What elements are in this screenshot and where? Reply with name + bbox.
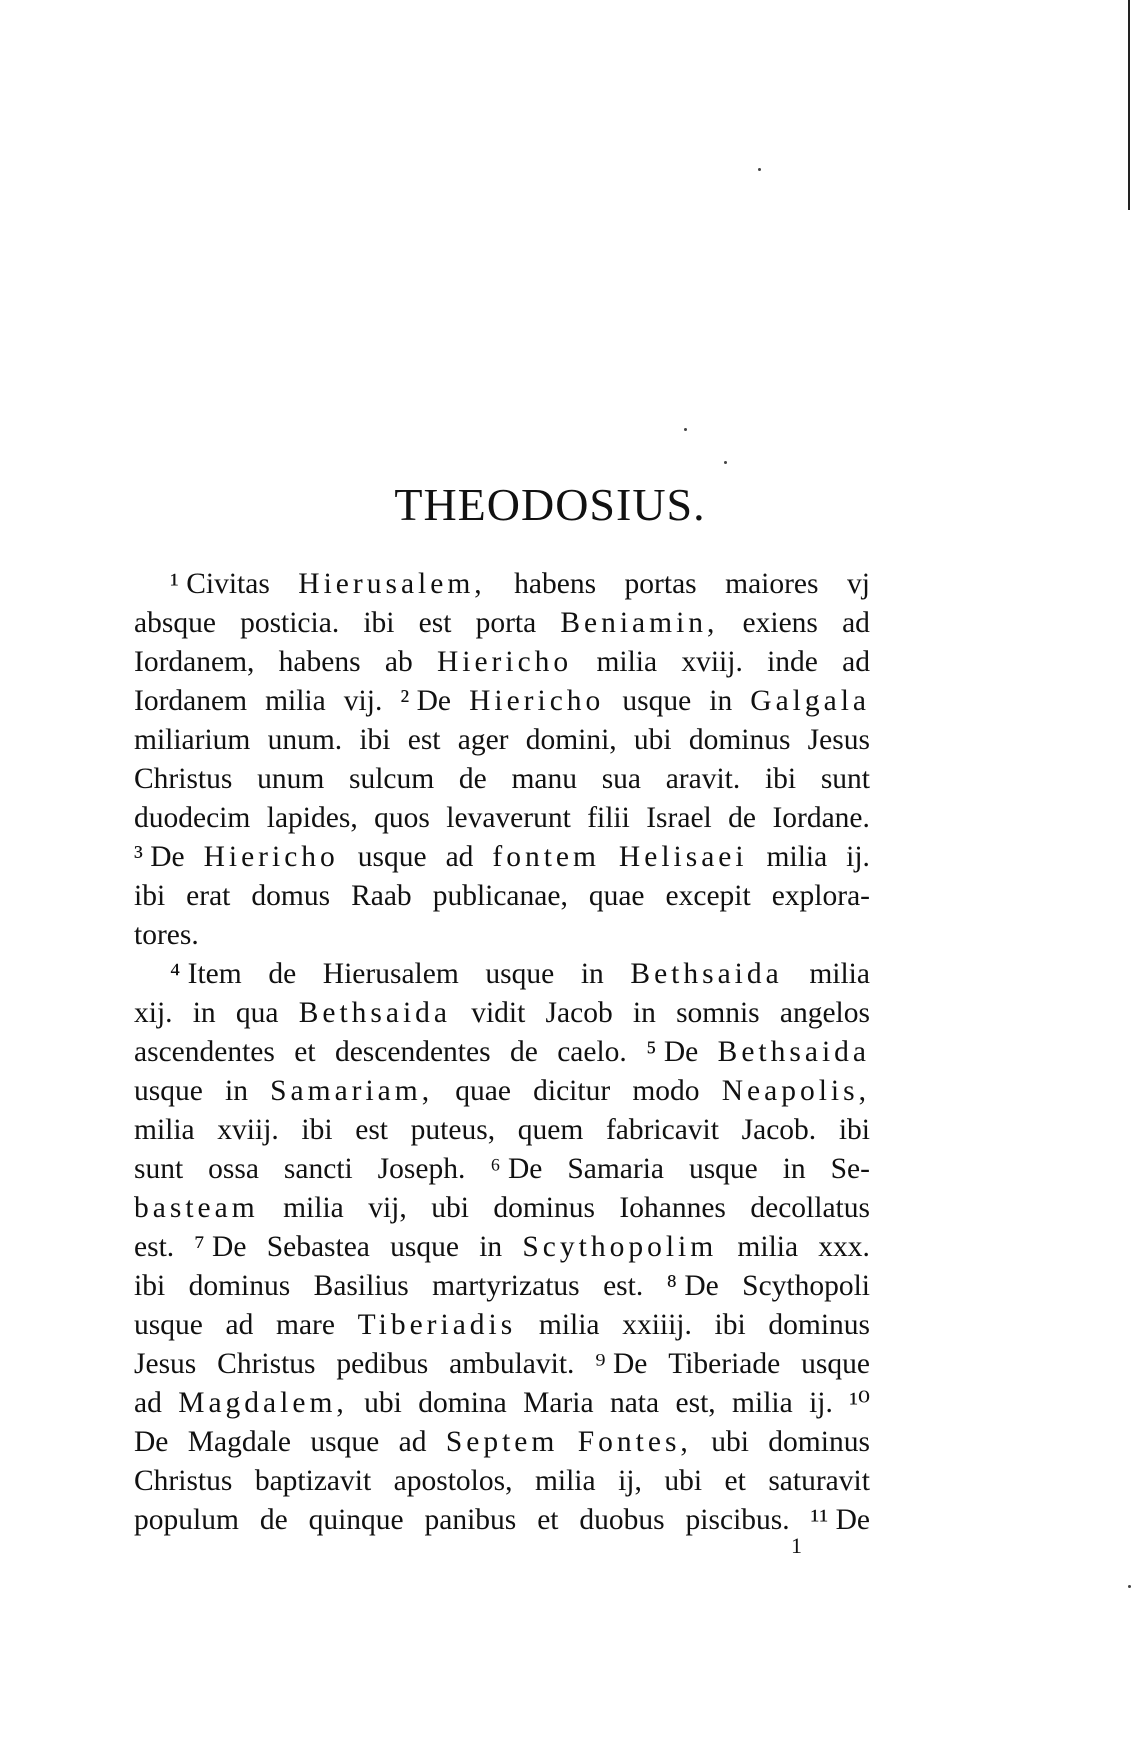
word: ad bbox=[225, 1309, 254, 1341]
word: unum. bbox=[267, 724, 343, 756]
word: ij. bbox=[846, 841, 870, 873]
word: in bbox=[782, 1153, 806, 1185]
word: ad bbox=[842, 646, 870, 678]
word: ² De bbox=[400, 685, 452, 717]
word: ibi bbox=[134, 880, 166, 912]
word: usque bbox=[134, 1309, 203, 1341]
word: Jacob. bbox=[741, 1114, 817, 1146]
word: inde bbox=[767, 646, 818, 678]
word: Beniamin, bbox=[560, 607, 719, 639]
word: dominus bbox=[768, 1426, 870, 1458]
word: ager bbox=[457, 724, 509, 756]
word: ¹¹ De bbox=[810, 1504, 870, 1536]
word: ubi bbox=[364, 1387, 402, 1419]
word: ⁵ De bbox=[646, 1036, 699, 1068]
word: nata bbox=[609, 1387, 660, 1419]
word: duodecim bbox=[134, 802, 251, 834]
word: puteus, bbox=[410, 1114, 496, 1146]
word: decollatus bbox=[750, 1192, 870, 1224]
text-line bbox=[134, 877, 870, 916]
word: populum bbox=[134, 1504, 239, 1536]
word: usque bbox=[390, 1231, 459, 1263]
word: vij, bbox=[368, 1192, 407, 1224]
word: usque bbox=[801, 1348, 870, 1380]
text-line bbox=[134, 1501, 870, 1540]
word: Hiericho bbox=[436, 646, 573, 678]
text-line bbox=[134, 1150, 870, 1189]
word: habens bbox=[514, 568, 597, 600]
word: de bbox=[259, 1504, 288, 1536]
word: ad bbox=[134, 1387, 162, 1419]
word: ad bbox=[842, 607, 870, 639]
word: excepit bbox=[665, 880, 751, 912]
text-line bbox=[134, 955, 870, 994]
paragraph bbox=[134, 955, 870, 1540]
word: Scythopoli bbox=[742, 1270, 870, 1302]
word: fabricavit bbox=[605, 1114, 719, 1146]
word: Magdalem, bbox=[178, 1387, 348, 1419]
word: baptizavit bbox=[254, 1465, 372, 1497]
word: Iohannes bbox=[619, 1192, 726, 1224]
word: ij, bbox=[618, 1465, 642, 1497]
word: basteam bbox=[134, 1192, 259, 1224]
text-line bbox=[134, 1111, 870, 1150]
word: Bethsaida bbox=[298, 997, 452, 1029]
word: usque bbox=[134, 1075, 203, 1107]
word: Christus bbox=[134, 763, 233, 795]
word: duobus bbox=[579, 1504, 665, 1536]
scan-speck bbox=[1128, 1585, 1131, 1588]
word: est, bbox=[675, 1387, 716, 1419]
page-edge-line bbox=[1128, 0, 1130, 210]
word: maiores bbox=[725, 568, 819, 600]
word: ibi bbox=[838, 1114, 870, 1146]
word: ⁷ De bbox=[194, 1231, 247, 1263]
word: Raab bbox=[351, 880, 412, 912]
word: de bbox=[268, 958, 297, 990]
scan-speck bbox=[684, 428, 687, 431]
word: ⁹ De bbox=[595, 1348, 648, 1380]
word: milia bbox=[809, 958, 870, 990]
text-line bbox=[134, 721, 870, 760]
word: unum bbox=[257, 763, 325, 795]
word: ibi bbox=[301, 1114, 333, 1146]
word: Fontes, bbox=[577, 1426, 692, 1458]
word: Jesus bbox=[134, 1348, 197, 1380]
word: ubi bbox=[633, 724, 672, 756]
word: ascendentes bbox=[134, 1036, 275, 1068]
word: dominus bbox=[188, 1270, 291, 1302]
word: somnis bbox=[676, 997, 760, 1029]
word: aravit. bbox=[665, 763, 741, 795]
word: domina bbox=[418, 1387, 507, 1419]
word: domus bbox=[251, 880, 331, 912]
word: Hiericho bbox=[203, 841, 339, 873]
word: milia bbox=[596, 646, 658, 678]
word: Christus bbox=[217, 1348, 316, 1380]
text-line bbox=[134, 760, 870, 799]
word: est bbox=[418, 607, 452, 639]
text-line bbox=[134, 1423, 870, 1462]
word: Neapolis, bbox=[721, 1075, 870, 1107]
word: ³ De bbox=[134, 841, 185, 873]
text-line bbox=[134, 682, 870, 721]
word: caelo. bbox=[557, 1036, 627, 1068]
word: miliarium bbox=[134, 724, 251, 756]
word: Hierusalem, bbox=[298, 568, 486, 600]
word: domini, bbox=[525, 724, 617, 756]
word: sancti bbox=[283, 1153, 353, 1185]
word: Magdale bbox=[187, 1426, 292, 1458]
text-line bbox=[134, 1072, 870, 1111]
word: milia bbox=[766, 841, 828, 873]
word: Scythopolim bbox=[522, 1231, 718, 1263]
word: dominus bbox=[493, 1192, 595, 1224]
word: quos bbox=[374, 802, 430, 834]
word: dicitur bbox=[533, 1075, 611, 1107]
word: De bbox=[134, 1426, 169, 1458]
word: dominus bbox=[768, 1309, 870, 1341]
word: portas bbox=[624, 568, 697, 600]
text-line bbox=[134, 1345, 870, 1384]
word: ossa bbox=[208, 1153, 259, 1185]
word: quem bbox=[517, 1114, 584, 1146]
word: milia bbox=[534, 1465, 596, 1497]
word: Joseph. bbox=[377, 1153, 466, 1185]
word: de bbox=[728, 802, 757, 834]
word: Basilius bbox=[313, 1270, 409, 1302]
word: Hiericho bbox=[469, 685, 605, 717]
text-line bbox=[134, 1384, 870, 1423]
word: xxiiij. bbox=[622, 1309, 692, 1341]
word: martyrizatus bbox=[432, 1270, 580, 1302]
word: usque bbox=[485, 958, 555, 990]
word: xxx. bbox=[818, 1231, 870, 1263]
word: Christus bbox=[134, 1465, 233, 1497]
word: dominus bbox=[688, 724, 791, 756]
word: ad bbox=[445, 841, 474, 873]
word: quinque bbox=[308, 1504, 404, 1536]
word: in bbox=[580, 958, 604, 990]
word: in bbox=[192, 997, 216, 1029]
word: sua bbox=[601, 763, 642, 795]
word: in bbox=[479, 1231, 503, 1263]
word: xviij. bbox=[681, 646, 743, 678]
word: descendentes bbox=[334, 1036, 491, 1068]
word: ambulavit. bbox=[449, 1348, 575, 1380]
word: Israel bbox=[646, 802, 712, 834]
word: pedibus bbox=[336, 1348, 429, 1380]
word: est. bbox=[603, 1270, 644, 1302]
word: ⁴ Item bbox=[170, 958, 242, 990]
word: apostolos, bbox=[393, 1465, 513, 1497]
word: ij. bbox=[809, 1387, 833, 1419]
word: ibi bbox=[134, 1270, 166, 1302]
word: milia bbox=[732, 1387, 793, 1419]
word: absque bbox=[134, 607, 216, 639]
word: saturavit bbox=[768, 1465, 870, 1497]
word: est bbox=[355, 1114, 389, 1146]
word: quae bbox=[588, 880, 645, 912]
word: usque bbox=[688, 1153, 758, 1185]
word: tores. bbox=[134, 919, 199, 951]
text-line bbox=[134, 1462, 870, 1501]
word: et bbox=[537, 1504, 559, 1536]
word: publicanae, bbox=[432, 880, 568, 912]
scan-speck bbox=[724, 461, 727, 464]
word: in bbox=[632, 997, 656, 1029]
text-line bbox=[134, 994, 870, 1033]
word: filii bbox=[587, 802, 630, 834]
word: ubi bbox=[711, 1426, 749, 1458]
text-line bbox=[134, 799, 870, 838]
word: vj bbox=[847, 568, 870, 600]
word: Samariam, bbox=[270, 1075, 434, 1107]
word: mare bbox=[276, 1309, 335, 1341]
word: ad bbox=[398, 1426, 427, 1458]
text-line bbox=[134, 1189, 870, 1228]
text-line bbox=[134, 916, 870, 955]
word: Tiberiadis bbox=[357, 1309, 517, 1341]
word: milia bbox=[283, 1192, 344, 1224]
text-line bbox=[134, 604, 870, 643]
word: porta bbox=[475, 607, 537, 639]
word: Samaria bbox=[567, 1153, 664, 1185]
text-line bbox=[134, 1033, 870, 1072]
word: ibi bbox=[359, 724, 391, 756]
word: Iordane. bbox=[772, 802, 870, 834]
word: in bbox=[225, 1075, 248, 1107]
word: usque bbox=[310, 1426, 380, 1458]
word: Bethsaida bbox=[630, 958, 783, 990]
word: xviij. bbox=[217, 1114, 279, 1146]
word: ibi bbox=[714, 1309, 746, 1341]
text-line bbox=[134, 565, 870, 604]
word: Hierusalem bbox=[322, 958, 459, 990]
word: ¹⁰ bbox=[849, 1387, 870, 1419]
text-line bbox=[134, 1267, 870, 1306]
text-line bbox=[134, 1306, 870, 1345]
word: de bbox=[509, 1036, 538, 1068]
word: ¹ Civitas bbox=[170, 568, 270, 600]
word: Iordanem, bbox=[134, 646, 255, 678]
word: ibi bbox=[363, 607, 395, 639]
word: Galgala bbox=[750, 685, 870, 717]
word: piscibus. bbox=[685, 1504, 790, 1536]
text-line bbox=[134, 643, 870, 682]
word: modo bbox=[632, 1075, 700, 1107]
word: sunt bbox=[134, 1153, 184, 1185]
word: Maria bbox=[523, 1387, 594, 1419]
word: posticia. bbox=[240, 607, 340, 639]
page-number: 1 bbox=[791, 1533, 802, 1558]
word: est. bbox=[134, 1231, 175, 1263]
word: ubi bbox=[431, 1192, 469, 1224]
text-line bbox=[134, 838, 870, 877]
word: est bbox=[407, 724, 441, 756]
word: xij. bbox=[134, 997, 173, 1029]
word: erat bbox=[186, 880, 231, 912]
word: manu bbox=[511, 763, 577, 795]
word: Helisaei bbox=[618, 841, 748, 873]
word: Iordanem bbox=[134, 685, 248, 717]
word: milia bbox=[265, 685, 326, 717]
word: et bbox=[294, 1036, 316, 1068]
word: ⁸ De bbox=[666, 1270, 719, 1302]
word: sulcum bbox=[348, 763, 435, 795]
word: levaverunt bbox=[446, 802, 571, 834]
word: Tiberiade bbox=[668, 1348, 781, 1380]
word: explora- bbox=[771, 880, 870, 912]
word: panibus bbox=[424, 1504, 517, 1536]
word: qua bbox=[235, 997, 279, 1029]
word: lapides, bbox=[266, 802, 358, 834]
word: usque bbox=[357, 841, 427, 873]
word: ⁶ De bbox=[490, 1153, 543, 1185]
word: de bbox=[458, 763, 487, 795]
word: Sebastea bbox=[266, 1231, 370, 1263]
paragraph bbox=[134, 565, 870, 955]
scan-speck bbox=[758, 168, 761, 171]
word: ubi bbox=[664, 1465, 703, 1497]
word: ibi bbox=[764, 763, 797, 795]
word: Septem bbox=[445, 1426, 559, 1458]
word: quae bbox=[455, 1075, 511, 1107]
word: milia bbox=[737, 1231, 799, 1263]
word: milia bbox=[538, 1309, 600, 1341]
word: fontem bbox=[492, 841, 600, 873]
word: sunt bbox=[820, 763, 870, 795]
word: ab bbox=[384, 646, 413, 678]
word: vidit bbox=[471, 997, 526, 1029]
text-line bbox=[134, 1228, 870, 1267]
word: Se- bbox=[830, 1153, 870, 1185]
word: vij. bbox=[343, 685, 383, 717]
word: milia bbox=[134, 1114, 195, 1146]
chapter-title: THEODOSIUS. bbox=[394, 479, 706, 530]
word: exiens bbox=[742, 607, 818, 639]
word: habens bbox=[278, 646, 361, 678]
word: Bethsaida bbox=[717, 1036, 870, 1068]
word: Jacob bbox=[545, 997, 613, 1029]
word: Jesus bbox=[807, 724, 870, 756]
word: angelos bbox=[779, 997, 870, 1029]
body-text bbox=[134, 565, 870, 1540]
word: in bbox=[709, 685, 733, 717]
word: usque bbox=[622, 685, 692, 717]
word: et bbox=[724, 1465, 746, 1497]
